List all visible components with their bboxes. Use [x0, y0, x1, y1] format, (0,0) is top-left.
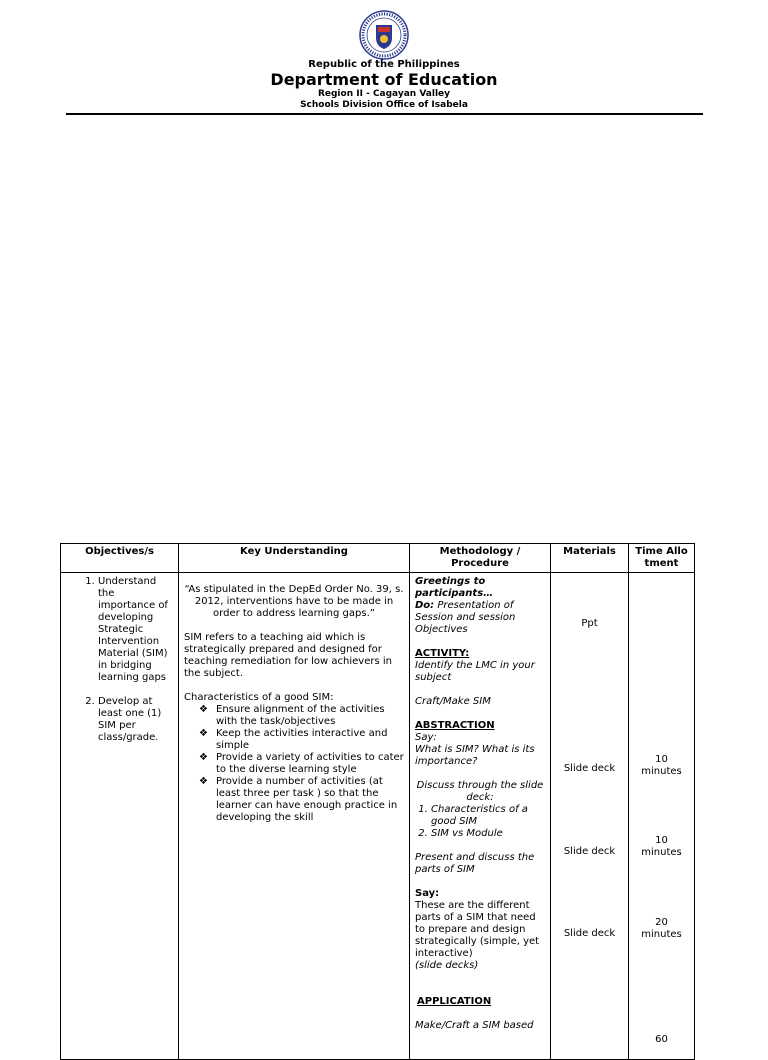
slide-note: (slide decks) — [415, 960, 479, 971]
session-plan-table — [60, 543, 695, 1060]
column-header-materials: Materials — [551, 544, 629, 573]
make-text: Make/Craft a SIM based — [415, 1020, 534, 1031]
table-header-row — [61, 544, 695, 573]
discuss-text: Discuss through the slide deck: — [416, 780, 544, 803]
application-heading: APPLICATION — [417, 996, 492, 1007]
objective-item: 1. Understand the importance of developing Strategic Intervention Material (SIM) in bridging learning gaps — [98, 576, 173, 684]
objectives-cell — [61, 573, 179, 1060]
key-understanding-cell — [179, 573, 410, 1060]
sim-definition: SIM refers to a teaching aid which is strategically prepared and designed for teaching remediation for low achievers in the subject. — [184, 632, 392, 679]
craft-text: Craft/Make SIM — [415, 696, 491, 707]
division-label: Schools Division Office of Isabela — [300, 100, 468, 110]
time-item: 10 minutes — [641, 754, 682, 777]
parts-text: These are the different parts of a SIM that need to prepare and design strategically (simple, yet interactive) — [415, 900, 540, 959]
abstraction-heading: ABSTRACTION — [415, 720, 495, 731]
say-label: Say: — [415, 732, 437, 743]
time-item: 20 minutes — [641, 917, 682, 940]
column-header-key-understanding: Key Understanding — [179, 544, 410, 573]
column-header-methodology: Methodology / Procedure — [410, 544, 551, 573]
characteristics-title: Characteristics of a good SIM: — [184, 692, 334, 703]
say-label-2: Say: — [415, 888, 440, 899]
discuss-item: 2. SIM vs Module — [431, 828, 545, 840]
activity-heading: ACTIVITY: — [415, 648, 470, 659]
material-item: Slide deck — [563, 928, 616, 939]
column-header-objectives: Objectives/s — [61, 544, 179, 573]
materials-cell — [551, 573, 629, 1060]
deped-seal-logo — [359, 10, 409, 60]
characteristic-item: ❖ Provide a variety of activities to cater to the diverse learning style — [216, 752, 404, 776]
republic-label: Republic of the Philippines — [308, 59, 460, 70]
table-row — [61, 573, 695, 1060]
do-text: Presentation of Session and session Objectives — [415, 600, 516, 635]
characteristic-item: ❖ Ensure alignment of the activities with the task/objectives — [216, 704, 404, 728]
time-item: 10 minutes — [641, 835, 682, 858]
do-label: Do: — [415, 600, 435, 611]
material-item: Slide deck — [563, 846, 616, 857]
present-text: Present and discuss the parts of SIM — [415, 852, 535, 875]
objective-item: 2. Develop at least one (1) SIM per class/grade. — [98, 696, 173, 744]
department-title: Department of Education — [270, 70, 498, 89]
discuss-item: 1. Characteristics of a good SIM — [431, 804, 545, 828]
time-cell — [629, 573, 695, 1060]
time-item: 60 — [655, 1034, 668, 1045]
activity-text: Identify the LMC in your subject — [415, 660, 535, 683]
characteristic-item: ❖ Keep the activities interactive and simple — [216, 728, 404, 752]
deped-order-quote: “As stipulated in the DepEd Order No. 39, s. 2012, interventions have to be made in order to address learning gaps.” — [184, 584, 404, 619]
methodology-cell — [410, 573, 551, 1060]
column-header-time: Time Allotment — [629, 544, 695, 573]
header-divider — [66, 113, 703, 115]
region-label: Region II - Cagayan Valley — [317, 89, 451, 99]
material-item: Ppt — [581, 618, 598, 629]
characteristic-item: ❖ Provide a number of activities (at least three per task ) so that the learner can have enough practice in developing the skill — [216, 776, 404, 824]
greeting-text: Greetings to participants… — [415, 576, 494, 599]
question-text: What is SIM? What is its importance? — [415, 744, 535, 767]
material-item: Slide deck — [563, 763, 616, 774]
